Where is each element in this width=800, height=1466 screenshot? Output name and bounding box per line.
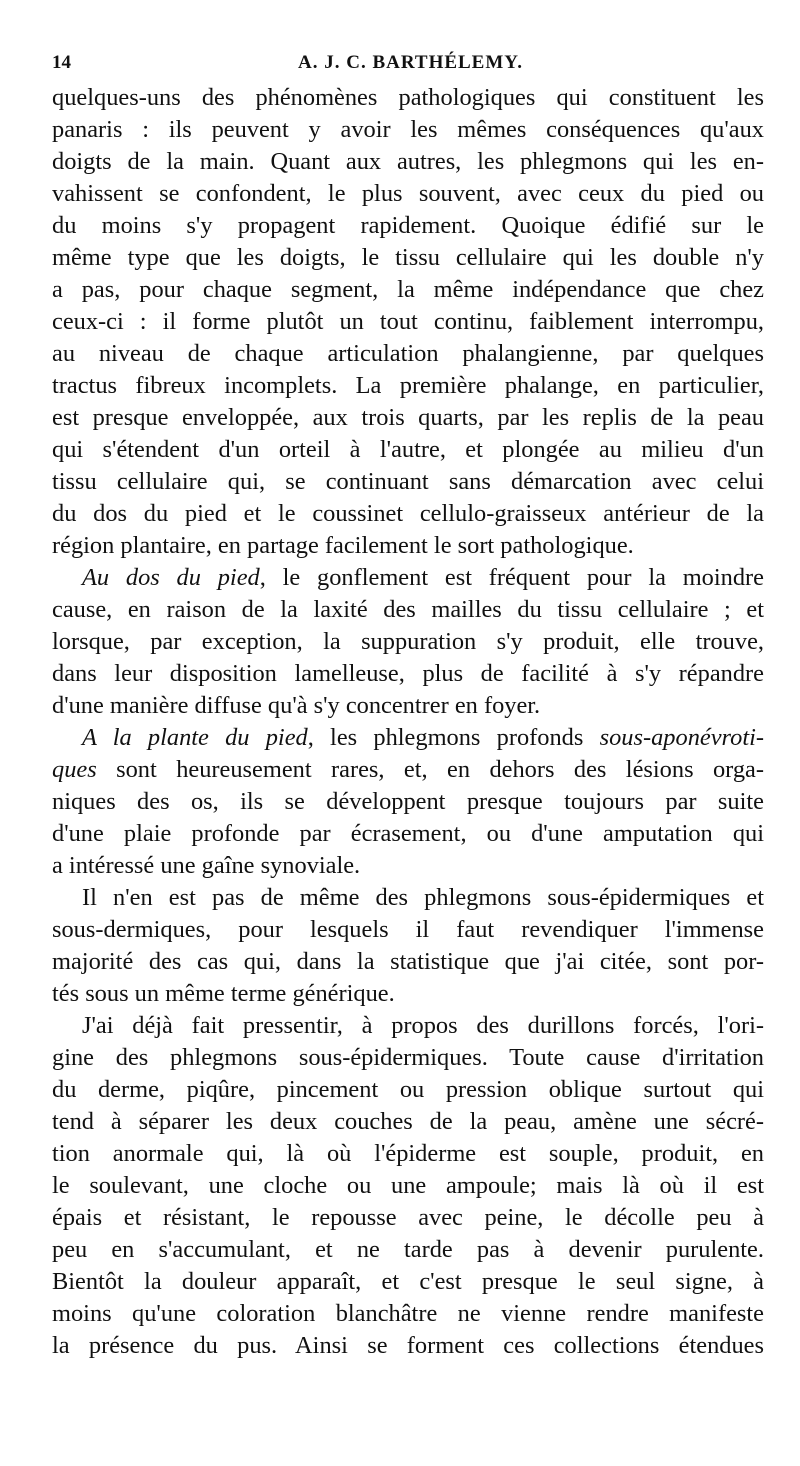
text-line: moins qu'une coloration blanchâtre ne vienne rendre manifeste [52, 1300, 764, 1327]
italic-lead: Au dos du pied [82, 564, 260, 591]
italic-term: ques [52, 756, 97, 783]
text-line: d'une manière diffuse qu'à s'y concentrer en foyer. [52, 692, 541, 719]
text-line: la présence du pus. Ainsi se forment ces collections étendues [52, 1332, 764, 1359]
text-line: tend à séparer les deux couches de la peau, amène une sécré- [52, 1108, 764, 1135]
text-line: J'ai déjà fait pressentir, à propos des durillons forcés, l'ori- [82, 1012, 764, 1039]
running-title: A. J. C. BARTHÉLEMY. [298, 52, 524, 73]
text-line: du dos du pied et le coussinet cellulo-graisseux antérieur de la [52, 500, 764, 527]
text-line: panaris : ils peuvent y avoir les mêmes conséquences qu'aux [52, 116, 764, 143]
text-line: même type que les doigts, le tissu cellulaire qui les double n'y [52, 244, 764, 271]
text-line: a pas, pour chaque segment, la même indépendance que chez [52, 276, 764, 303]
page-header [52, 52, 760, 82]
text-line: a intéressé une gaîne synoviale. [52, 852, 361, 879]
text-line: tés sous un même terme générique. [52, 980, 395, 1007]
text-line: du moins s'y propagent rapidement. Quoique édifié sur le [52, 212, 764, 239]
text-line: région plantaire, en partage facilement le sort pathologique. [52, 532, 634, 559]
text-line: peu en s'accumulant, et ne tarde pas à devenir purulente. [52, 1236, 764, 1263]
text-line: sous-dermiques, pour lesquels il faut revendiquer l'immense [52, 916, 764, 943]
text-line: quelques-uns des phénomènes pathologiques qui constituent les [52, 84, 764, 111]
text-line: vahissent se confondent, le plus souvent, avec ceux du pied ou [52, 180, 764, 207]
text-line: gine des phlegmons sous-épidermiques. Toute cause d'irritation [52, 1044, 764, 1071]
text-line: Bientôt la douleur apparaît, et c'est presque le seul signe, à [52, 1268, 764, 1295]
text-line: cause, en raison de la laxité des mailles du tissu cellulaire ; et [52, 596, 764, 623]
text-line [52, 722, 764, 754]
text-line: le soulevant, une cloche ou une ampoule; mais là où il est [52, 1172, 764, 1199]
text-line: d'une plaie profonde par écrasement, ou d'une amputation qui [52, 820, 764, 847]
body-text [52, 82, 764, 1362]
italic-lead: A la plante du pied [82, 724, 308, 751]
text-line: épais et résistant, le repousse avec peine, le décolle peu à [52, 1204, 764, 1231]
text-line: tractus fibreux incomplets. La première phalange, en particulier, [52, 372, 764, 399]
text-line [52, 562, 764, 594]
text-line: tissu cellulaire qui, se continuant sans démarcation avec celui [52, 468, 764, 495]
text-line: ceux-ci : il forme plutôt un tout continu, faiblement interrompu, [52, 308, 764, 335]
text-line: du derme, piqûre, pincement ou pression oblique surtout qui [52, 1076, 764, 1103]
page-number: 14 [52, 52, 71, 73]
text-line: doigts de la main. Quant aux autres, les phlegmons qui les en- [52, 148, 764, 175]
text-line: tion anormale qui, là où l'épiderme est souple, produit, en [52, 1140, 764, 1167]
text-line: Il n'en est pas de même des phlegmons sous-épidermiques et [82, 884, 764, 911]
text-line: dans leur disposition lamelleuse, plus de facilité à s'y répandre [52, 660, 764, 687]
text-line [52, 754, 764, 786]
text-run: , les phlegmons profonds [307, 724, 600, 751]
text-line: niques des os, ils se développent presque toujours par suite [52, 788, 764, 815]
text-line: est presque enveloppée, aux trois quarts, par les replis de la peau [52, 404, 764, 431]
text-line: majorité des cas qui, dans la statistique que j'ai citée, sont por- [52, 948, 764, 975]
text-run: sont heureusement rares, et, en dehors des lésions orga- [96, 756, 764, 783]
text-line: lorsque, par exception, la suppuration s'y produit, elle trouve, [52, 628, 764, 655]
text-run: , le gonflement est fréquent pour la moindre [259, 564, 764, 591]
italic-term: sous-aponévroti- [599, 724, 764, 751]
text-line: qui s'étendent d'un orteil à l'autre, et plongée au milieu d'un [52, 436, 764, 463]
text-line: au niveau de chaque articulation phalangienne, par quelques [52, 340, 764, 367]
